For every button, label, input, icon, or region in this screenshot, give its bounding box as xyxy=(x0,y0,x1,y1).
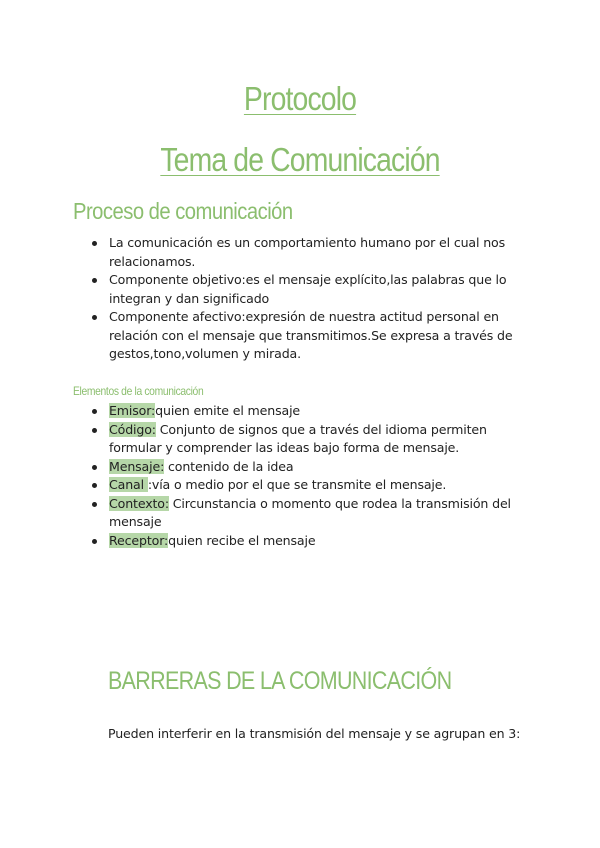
term-description: Circunstancia o momento que rodea la transmisión del mensaje xyxy=(109,495,511,529)
term-description: contenido de la idea xyxy=(164,458,294,474)
barreras-paragraph: Pueden interferir en la transmisión del mensaje y se agrupan en 3: xyxy=(108,726,521,741)
list-item xyxy=(90,458,530,477)
term-highlight: Receptor: xyxy=(109,532,169,548)
list-item xyxy=(90,421,530,458)
term-description: :vía o medio por el que se transmite el mensaje. xyxy=(147,477,447,492)
term-description: Conjunto de signos que a través del idioma permiten formular y comprender las ideas bajo forma de mensaje. xyxy=(109,421,487,455)
term-highlight: Código: xyxy=(109,421,156,437)
section-heading-barreras: BARRERAS DE LA COMUNICACIÓN xyxy=(108,667,452,695)
term-description: quien emite el mensaje xyxy=(155,403,301,418)
section-heading-proceso: Proceso de comunicación xyxy=(73,198,293,224)
term-highlight: Canal xyxy=(109,477,148,492)
list-item: Componente objetivo:es el mensaje explícito,las palabras que lo integran y dan significado xyxy=(90,271,530,308)
list-item xyxy=(90,495,530,532)
term-description: quien recibe el mensaje xyxy=(168,532,316,548)
elementos-list xyxy=(90,402,530,550)
proceso-list xyxy=(90,234,530,364)
section-heading-elementos: Elementos de la comunicación xyxy=(73,384,204,398)
document-title: Protocolo xyxy=(243,80,357,117)
document-subtitle: Tema de Comunicación xyxy=(160,141,440,178)
list-item xyxy=(90,402,530,421)
list-item: Componente afectivo:expresión de nuestra actitud personal en relación con el mensaje que transmitimos.Se expresa a través de gestos,tono,volumen y mirada. xyxy=(90,308,530,364)
term-highlight: Mensaje: xyxy=(109,458,165,474)
list-item: La comunicación es un comportamiento humano por el cual nos relacionamos. xyxy=(90,234,530,271)
list-item xyxy=(90,532,530,551)
term-highlight: Emisor: xyxy=(109,403,156,418)
term-highlight: Contexto: xyxy=(109,495,169,511)
list-item xyxy=(90,476,530,495)
